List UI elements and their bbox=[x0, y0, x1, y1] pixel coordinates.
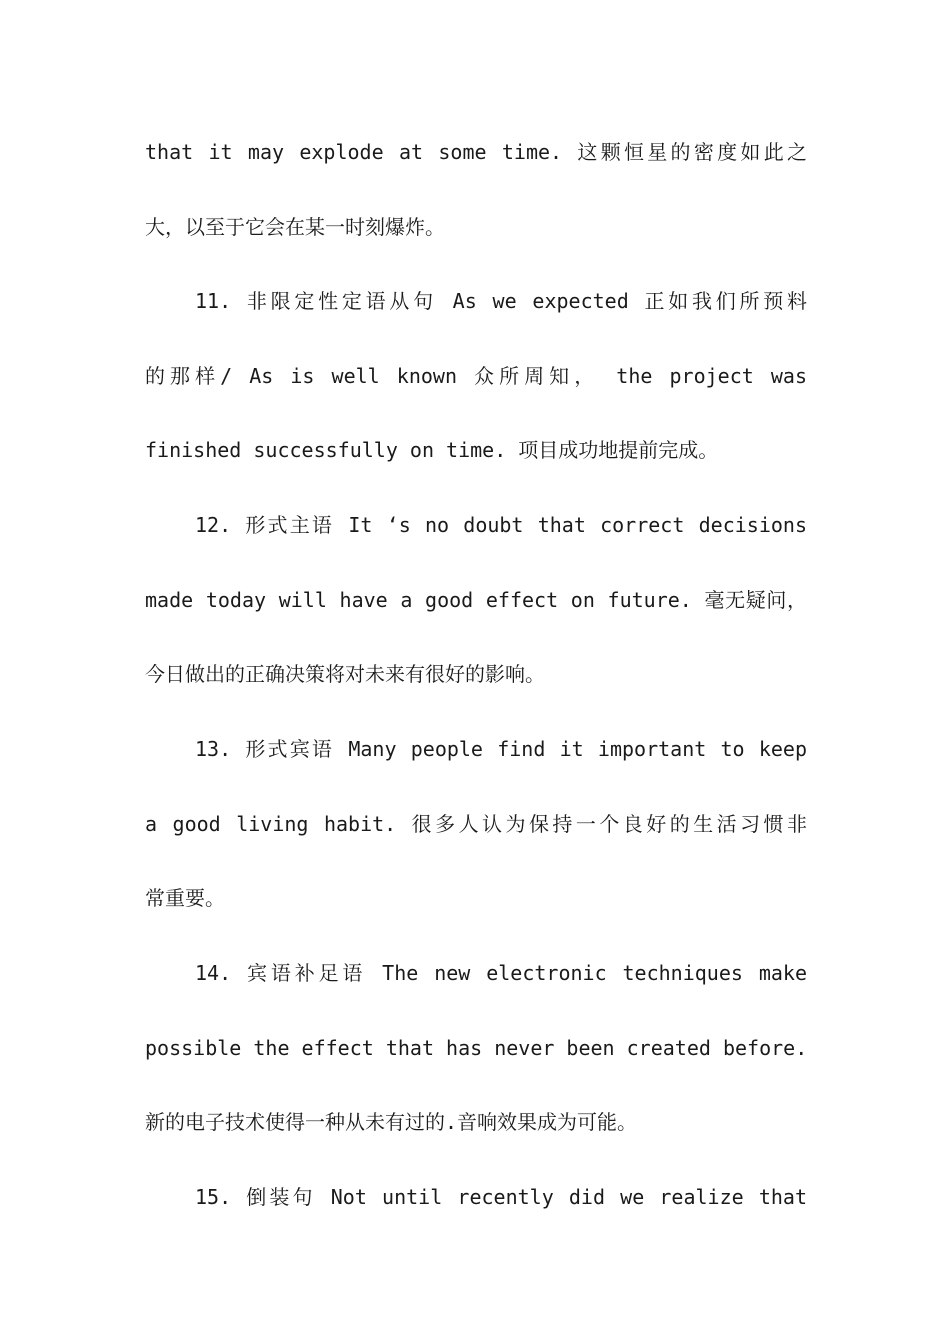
text-line: finished successfully on time. 项目成功地提前完成。 bbox=[145, 438, 719, 462]
text-line: 的那样/ As is well known 众所周知， the project was bbox=[145, 364, 807, 388]
text-line: 今日做出的正确决策将对未来有很好的影响。 bbox=[145, 662, 545, 686]
item-11-heading-line: 11. 非限定性定语从句 As we expected 正如我们所预料 bbox=[195, 289, 807, 313]
item-15-heading-line: 15. 倒装句 Not until recently did we realize that bbox=[195, 1185, 807, 1209]
text-line: 新的电子技术使得一种从未有过的.音响效果成为可能。 bbox=[145, 1110, 638, 1134]
item-13-heading-line: 13. 形式宾语 Many people find it important to keep bbox=[195, 737, 807, 761]
text-line: 大，以至于它会在某一时刻爆炸。 bbox=[145, 215, 445, 239]
text-line: made today will have a good effect on future. 毫无疑问， bbox=[145, 588, 807, 612]
item-12-heading-line: 12. 形式主语 It ‘s no doubt that correct decisions bbox=[195, 513, 807, 537]
item-14-heading-line: 14. 宾语补足语 The new electronic techniques make bbox=[195, 961, 807, 985]
text-line: 常重要。 bbox=[145, 886, 225, 910]
text-line: possible the effect that has never been created before. bbox=[145, 1036, 808, 1060]
text-line: that it may explode at some time. 这颗恒星的密度如此之 bbox=[145, 140, 807, 164]
text-line: a good living habit. 很多人认为保持一个良好的生活习惯非 bbox=[145, 812, 807, 836]
